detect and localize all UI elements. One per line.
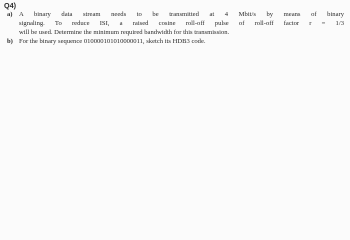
question-part-b <box>4 38 344 47</box>
question-number: Q4) <box>4 1 16 10</box>
part-b-label: b) <box>7 38 13 46</box>
part-a-label: a) <box>7 11 13 18</box>
part-a-line-2: signaling. To reduce ISI, a raised cosine roll-off pulse of roll-off factor r = 1/3 <box>19 19 344 27</box>
part-a-line-1: A binary data stream needs to be transmitted at 4 Mbit/s by means of binary <box>19 11 344 18</box>
part-a-text <box>17 11 344 37</box>
part-b-line-1: For the binary sequence 010000101010000011, sketch its HDB3 code. <box>19 38 206 46</box>
part-b-text <box>17 38 344 47</box>
question-part-a <box>4 11 344 37</box>
exam-question <box>0 0 350 69</box>
part-a-line-3: will be used. Determine the minimum required bandwidth for this transmission. <box>19 28 230 36</box>
